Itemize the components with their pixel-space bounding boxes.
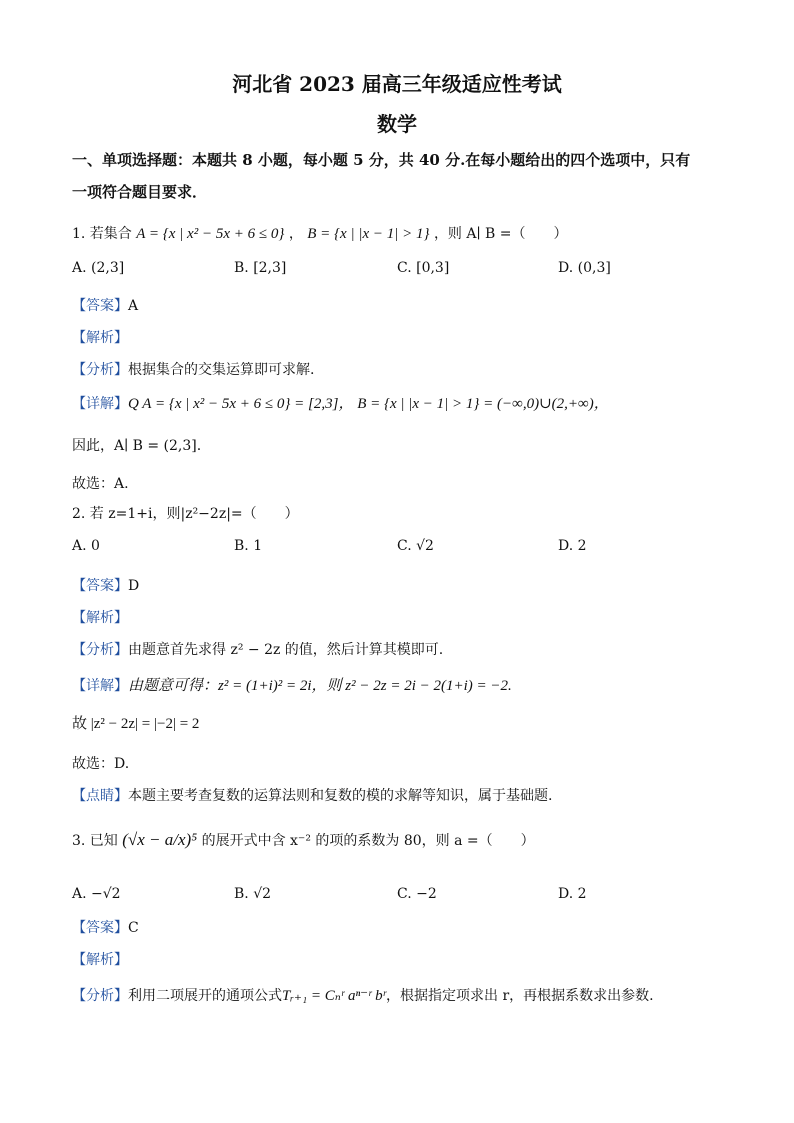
q1-option-b: B. [2,3]	[234, 260, 287, 276]
q3-stem-end: 的展开式中含 x⁻² 的项的系数为 80，则 a =（ ）	[201, 833, 535, 849]
q1-analysis-tag: 【解析】	[72, 330, 128, 346]
q1-stem	[72, 224, 568, 244]
q2-detail-tag: 【详解】	[72, 678, 128, 694]
q3-stem-start: 3. 已知	[72, 833, 118, 849]
q2-stem: 2. 若 z=1+i，则|z²−2z|=（ ）	[72, 506, 299, 522]
q3-fenxi-start: 利用二项展开的通项公式	[128, 988, 282, 1004]
q1-fenxi-text: 根据集合的交集运算即可求解.	[128, 362, 315, 378]
q1-sep: ，	[288, 226, 303, 242]
q3-expression: (√x − a/x)⁵	[122, 830, 198, 849]
q2-option-a: A. 0	[72, 538, 100, 554]
q2-choose: 故选：D.	[72, 756, 130, 772]
q3-answer	[72, 918, 139, 938]
q3-answer-tag: 【答案】	[72, 920, 128, 936]
q3-analysis-tag: 【解析】	[72, 952, 128, 968]
q1-set-a: A = {x | x² − 5x + 6 ≤ 0}	[136, 226, 285, 242]
q3-fenxi-tag: 【分析】	[72, 988, 128, 1004]
section-heading-line1: 一、单项选择题：本题共 8 小题，每小题 5 分，共 40 分.在每小题给出的四个选项中，只有	[72, 151, 691, 169]
q1-fenxi	[72, 360, 314, 380]
q3-fenxi-end: ，根据指定项求出 r，再根据系数求出参数.	[386, 988, 654, 1004]
q1-detail	[72, 394, 609, 414]
q3-option-a: A. −√2	[72, 886, 121, 902]
q1-answer	[72, 296, 138, 316]
q2-analysis-tag: 【解析】	[72, 610, 128, 626]
q1-stem-start: 1. 若集合	[72, 226, 132, 242]
q3-fenxi	[72, 986, 654, 1006]
q2-comment-tag: 【点睛】	[72, 788, 128, 804]
q3-answer-value: C	[128, 920, 139, 936]
q1-conclusion: 因此，A∣ B = (2,3].	[72, 438, 202, 454]
q2-detail-text: 由题意可得：z² = (1+i)² = 2i，则 z² − 2z = 2i − 2(1+i) = −2.	[128, 678, 512, 694]
q1-set-b: B = {x | |x − 1| > 1}	[307, 226, 430, 242]
q1-option-c: C. [0,3]	[397, 260, 450, 276]
q1-option-a: A. (2,3]	[72, 260, 125, 276]
q2-option-d: D. 2	[558, 538, 587, 554]
q2-fenxi-tag: 【分析】	[72, 642, 128, 658]
q2-answer	[72, 576, 139, 596]
q1-fenxi-tag: 【分析】	[72, 362, 128, 378]
q3-option-c: C. −2	[397, 886, 437, 902]
section-heading-line2: 一项符合题目要求．	[72, 183, 208, 201]
q2-answer-tag: 【答案】	[72, 578, 128, 594]
q2-answer-value: D	[128, 578, 140, 594]
q3-stem	[72, 830, 535, 851]
q2-conclusion: 故 |z² − 2z| = |−2| = 2	[72, 716, 200, 732]
q1-detail-text: Q A = {x | x² − 5x + 6 ≤ 0} = [2,3]， B = {x | |x − 1| > 1} = (−∞,0)∪(2,+∞)，	[128, 396, 609, 412]
q2-comment	[72, 786, 552, 806]
q3-formula: Tᵣ₊₁ = Cₙʳ aⁿ⁻ʳ bʳ	[282, 988, 387, 1004]
q2-option-b: B. 1	[234, 538, 263, 554]
q2-option-c: C. √2	[397, 538, 434, 554]
subject-title: 数学	[377, 112, 417, 136]
q3-option-b: B. √2	[234, 886, 272, 902]
exam-title: 河北省 2023 届高三年级适应性考试	[232, 72, 562, 96]
q1-answer-tag: 【答案】	[72, 298, 128, 314]
q2-fenxi	[72, 640, 443, 660]
q2-detail	[72, 676, 512, 696]
q1-stem-end: ，则 A∣ B =（ ）	[433, 226, 568, 242]
q3-option-d: D. 2	[558, 886, 587, 902]
q1-choose: 故选：A.	[72, 476, 129, 492]
q1-detail-tag: 【详解】	[72, 396, 128, 412]
q2-comment-text: 本题主要考查复数的运算法则和复数的模的求解等知识，属于基础题.	[128, 788, 553, 804]
q2-fenxi-text: 由题意首先求得 z² − 2z 的值，然后计算其模即可.	[128, 642, 444, 658]
q1-answer-value: A	[128, 298, 139, 314]
q1-option-d: D. (0,3]	[558, 260, 611, 276]
